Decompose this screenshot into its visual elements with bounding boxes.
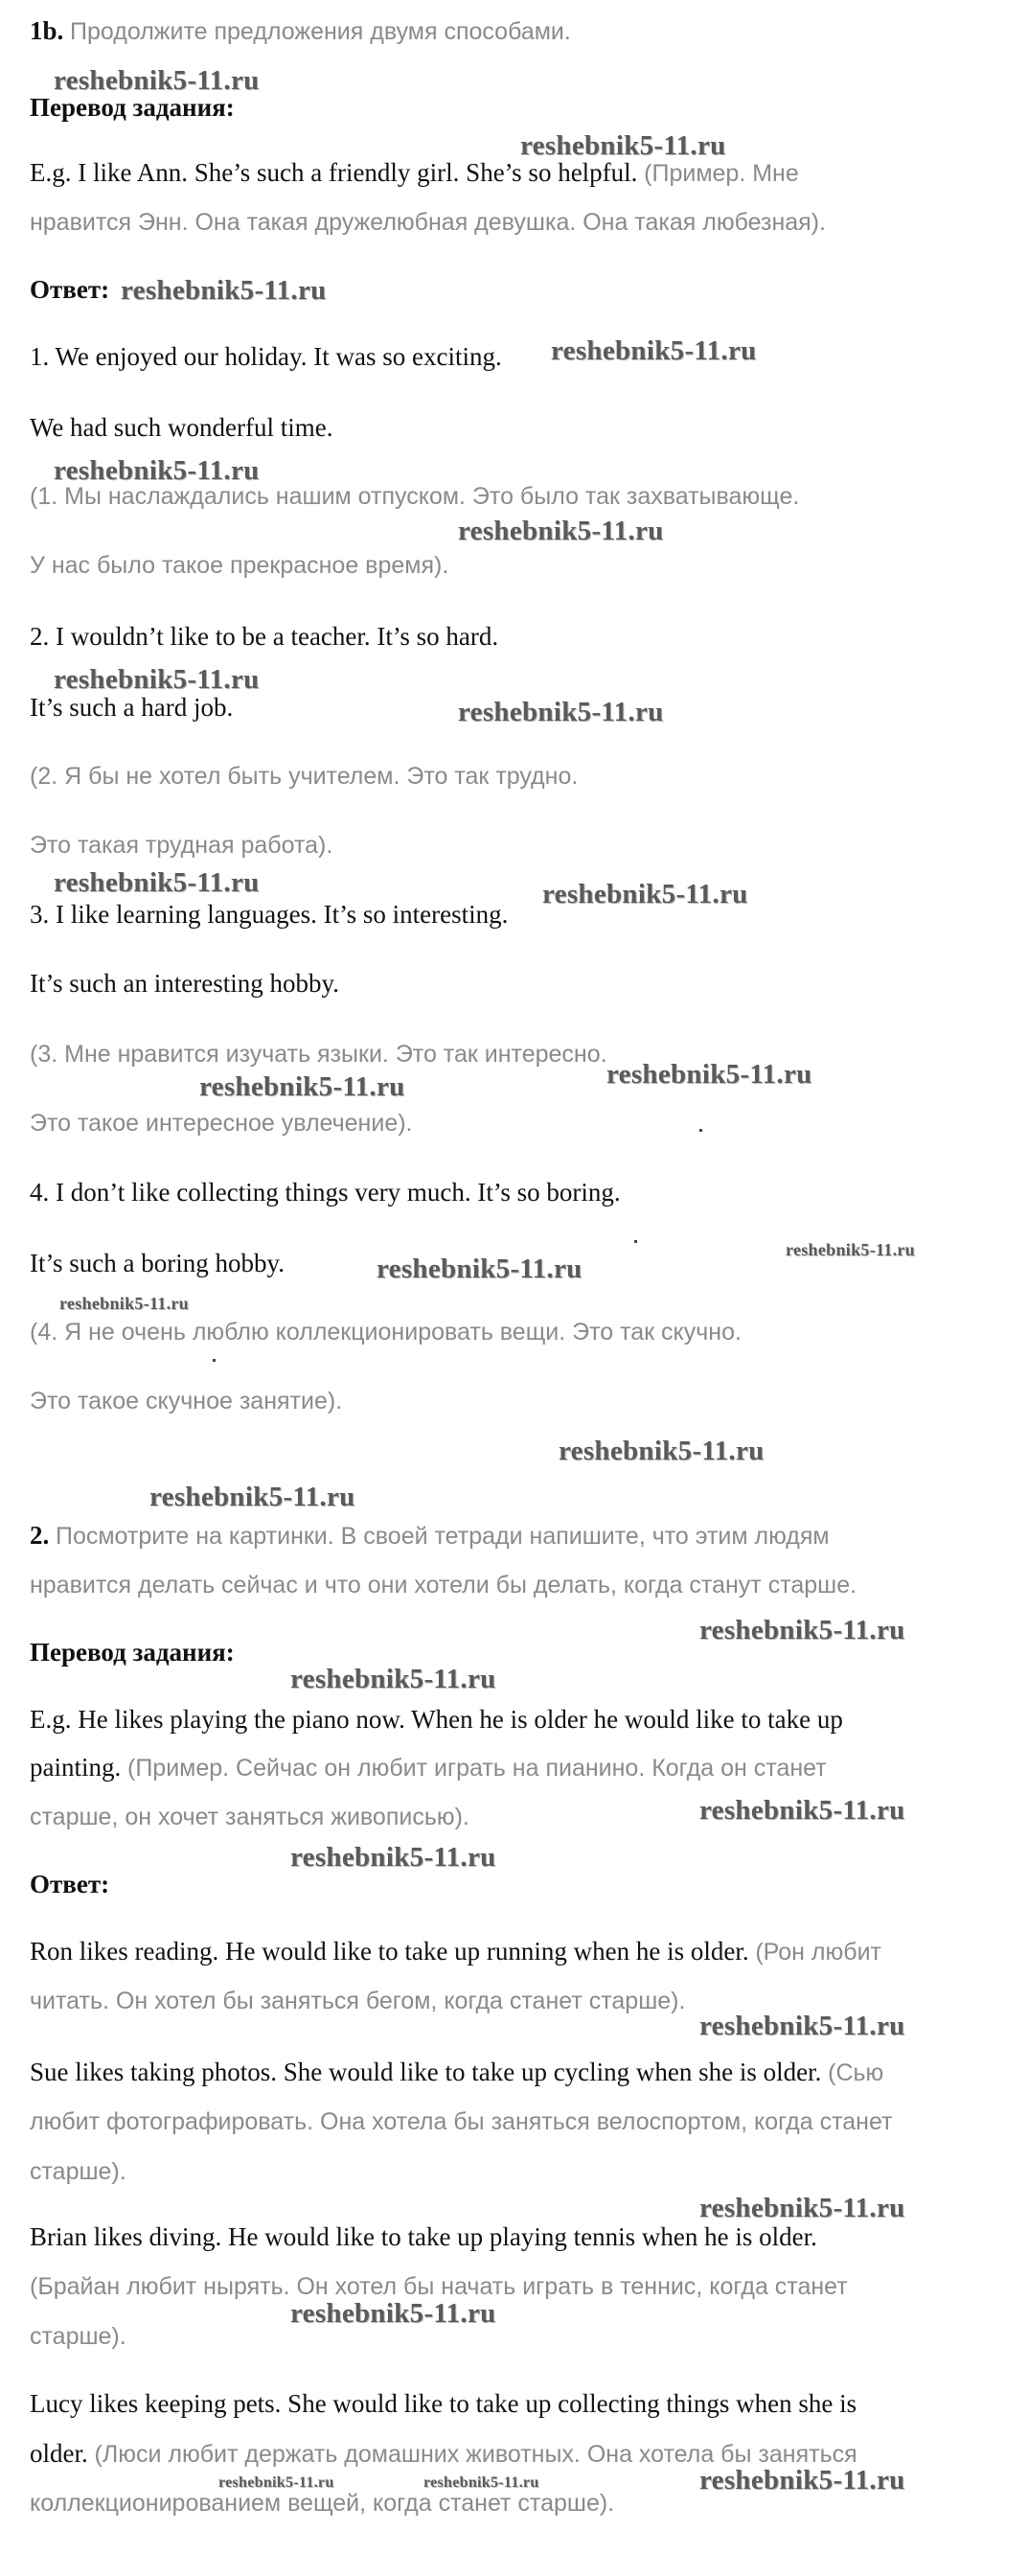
watermark: reshebnik5-11.ru [606,1059,812,1090]
task1-answer-3-ru2: Это такое интересное увлечение). [30,1110,413,1137]
task1-answer-1-ru2: У нас было такое прекрасное время). [30,552,449,579]
watermark: reshebnik5-11.ru [551,335,757,366]
watermark: reshebnik5-11.ru [149,1482,355,1512]
watermark: reshebnik5-11.ru [121,275,327,306]
watermark: reshebnik5-11.ru [218,2474,334,2491]
task2-answer-4-en-next: older. [30,2439,88,2468]
watermark: reshebnik5-11.ru [423,2474,539,2491]
watermark: reshebnik5-11.ru [458,516,664,546]
task1-answer-3-en2: It’s such an interesting hobby. [30,969,339,998]
task2-answer-heading: Ответ: [30,1870,110,1898]
task1-answer-2-en1: 2. I wouldn’t like to be a teacher. It’s so hard. [30,622,499,651]
task1-example-ru-1: (Пример. Мне [644,160,799,187]
watermark: reshebnik5-11.ru [199,1071,405,1102]
task2-instruction-2: нравится делать сейчас и что они хотели бы делать, когда станут старше. [30,1572,857,1598]
watermark: reshebnik5-11.ru [699,2193,905,2223]
task2-example-en-2: painting. [30,1753,122,1782]
watermark: reshebnik5-11.ru [377,1254,583,1284]
watermark: reshebnik5-11.ru [458,697,664,727]
task1-example-en: E.g. I like Ann. She’s such a friendly girl. She’s so helpful. [30,158,638,187]
task1-answer-4-ru1: (4. Я не очень люблю коллекционировать вещи. Это так скучно. [30,1319,742,1346]
task1-answer-heading: Ответ: [30,275,110,304]
task1-example-ru-2: нравится Энн. Она такая дружелюбная девушка. Она такая любезная). [30,209,826,236]
task2-answer-1-line1 [30,1936,881,1967]
task1-instruction: Продолжите предложения двумя способами. [70,18,571,45]
watermark: reshebnik5-11.ru [699,1795,905,1826]
task2-answer-3-ru-next2: старше). [30,2323,126,2350]
task2-answer-2-ru-next2: старше). [30,2158,126,2185]
watermark: reshebnik5-11.ru [290,1842,496,1873]
task1-answer-1-en1: 1. We enjoyed our holiday. It was so exciting. [30,342,502,371]
scan-speck [634,1240,637,1243]
task2-header [30,1520,830,1552]
task2-example-ru-3: старше, он хочет заняться живописью). [30,1804,469,1830]
task1-answer-1-en2: We had such wonderful time. [30,413,333,442]
task2-answer-2-ru-inline: (Сью [828,2059,884,2086]
task1-answer-2-ru1: (2. Я бы не хотел быть учителем. Это так трудно. [30,763,579,790]
task2-answer-3-en: Brian likes diving. He would like to take up playing tennis when he is older. [30,2222,817,2251]
task1-answer-3-en1: 3. I like learning languages. It’s so interesting. [30,900,509,929]
task2-answer-2-ru-next: любит фотографировать. Она хотела бы заняться велоспортом, когда станет [30,2108,893,2135]
task1-number: 1b. [30,16,64,45]
watermark: reshebnik5-11.ru [786,1240,915,1259]
task2-answer-2-line1 [30,2057,883,2088]
watermark: reshebnik5-11.ru [290,1664,496,1694]
watermark: reshebnik5-11.ru [699,1615,905,1645]
task2-answer-3-ru-next: (Брайан любит нырять. Он хотел бы начать играть в теннис, когда станет [30,2273,848,2300]
task2-answer-4-ru-next: коллекционированием вещей, когда станет старше). [30,2490,615,2517]
task2-answer-2-en: Sue likes taking photos. She would like to take up cycling when she is older. [30,2058,822,2086]
task2-answer-4-en: Lucy likes keeping pets. She would like to take up collecting things when she is [30,2389,857,2418]
task2-example-en-1: E.g. He likes playing the piano now. When he is older he would like to take up [30,1705,843,1734]
task2-translation-heading: Перевод задания: [30,1638,235,1667]
watermark: reshebnik5-11.ru [699,2465,905,2496]
watermark: reshebnik5-11.ru [520,130,726,161]
scan-speck [699,1129,702,1132]
task1-answer-4-ru2: Это такое скучное занятие). [30,1388,343,1414]
task1-answer-4-en1: 4. I don’t like collecting things very much. It’s so boring. [30,1178,621,1207]
task2-answer-1-en: Ron likes reading. He would like to take up running when he is older. [30,1937,749,1966]
watermark: reshebnik5-11.ru [699,2011,905,2041]
task1-header [30,15,571,47]
watermark: reshebnik5-11.ru [54,664,260,695]
task1-answer-1-ru1: (1. Мы наслаждались нашим отпуском. Это было так захватывающе. [30,483,800,510]
watermark: reshebnik5-11.ru [559,1436,765,1466]
watermark: reshebnik5-11.ru [290,2298,496,2329]
task1-answer-4-en2: It’s such a boring hobby. [30,1249,285,1277]
task2-number: 2. [30,1521,50,1550]
watermark: reshebnik5-11.ru [54,65,260,96]
watermark: reshebnik5-11.ru [54,867,260,898]
task1-translation-heading: Перевод задания: [30,93,235,122]
scan-speck [213,1359,216,1362]
task1-answer-2-en2: It’s such a hard job. [30,693,234,722]
watermark: reshebnik5-11.ru [54,455,260,486]
task2-answer-1-ru-inline: (Рон любит [755,1939,881,1966]
task2-example-ru-2: (Пример. Сейчас он любит играть на пианино. Когда он станет [127,1755,827,1782]
task1-answer-2-ru2: Это такая трудная работа). [30,832,333,859]
task1-answer-3-ru1: (3. Мне нравится изучать языки. Это так интересно. [30,1041,607,1068]
watermark: reshebnik5-11.ru [59,1294,189,1313]
task2-answer-1-ru-next: читать. Он хотел бы заняться бегом, когда станет старше). [30,1988,686,2014]
task2-answer-4-ru-inline: (Люси любит держать домашних животных. Она хотела бы заняться [94,2441,857,2468]
task2-example-line2 [30,1752,827,1783]
watermark: reshebnik5-11.ru [542,879,748,909]
task2-instruction-1: Посмотрите на картинки. В своей тетради напишите, что этим людям [56,1523,830,1550]
